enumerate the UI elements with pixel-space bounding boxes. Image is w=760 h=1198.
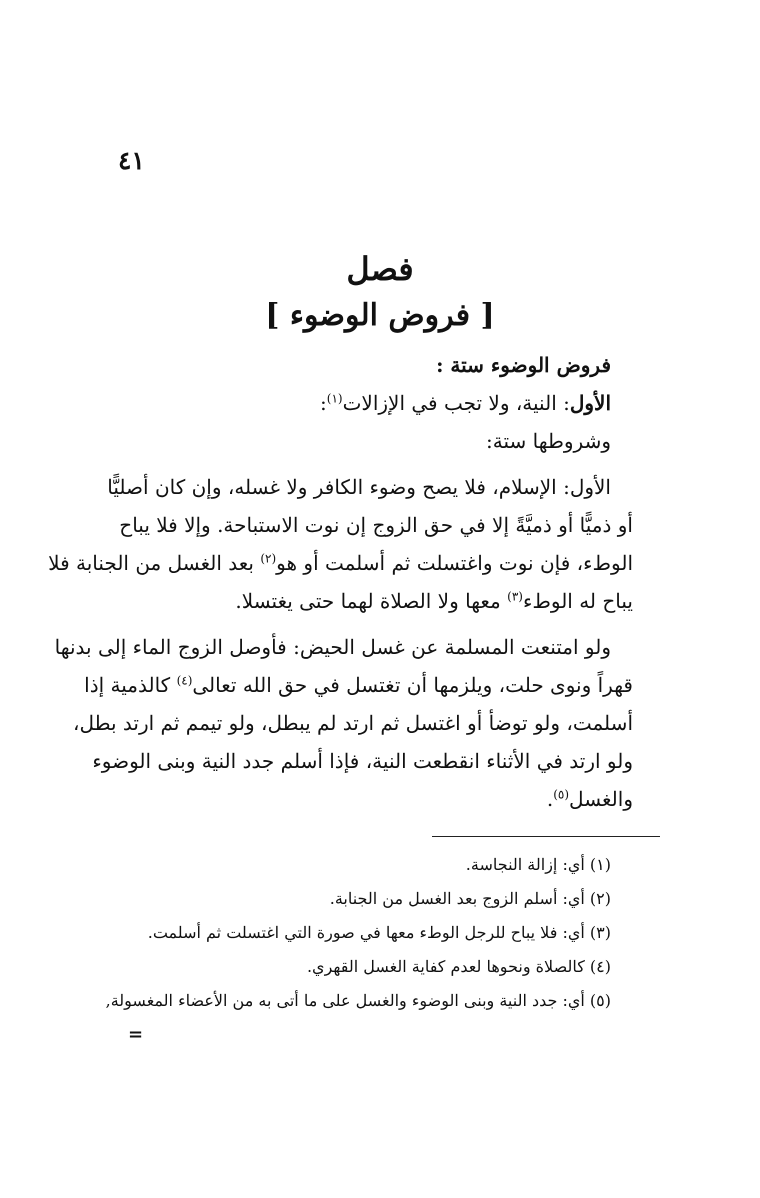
para2-line2-a: قهراً ونوى حلت، ويلزمها أن تغتسل في حق الله تعالى bbox=[192, 673, 633, 697]
para2-line1: ولو امتنعت المسلمة عن غسل الحيض: فأوصل الزوج الماء إلى بدنها bbox=[54, 635, 611, 659]
first-duty bbox=[128, 384, 633, 422]
chapter-title: فصل bbox=[346, 250, 414, 288]
para1-line4-b: معها ولا الصلاة لهما حتى يغتسلا. bbox=[235, 589, 508, 613]
footnote-1: (١) أي: إزالة النجاسة. bbox=[465, 855, 611, 874]
para2-line5-a: والغسل bbox=[569, 787, 633, 811]
duties-intro: فروض الوضوء ستة : bbox=[436, 353, 611, 377]
footnote-ref-5: (٥) bbox=[553, 787, 570, 802]
para2-line2-b: كالذمية إذا bbox=[84, 673, 177, 697]
first-duty-end: : bbox=[320, 391, 327, 415]
para1-line3-a: الوطء، فإن نوت واغتسلت ثم أسلمت أو هو bbox=[276, 551, 633, 575]
footnote-3: (٣) أي: فلا يباح للرجل الوطء معها في صورة التي اغتسلت ثم أسلمت. bbox=[147, 923, 611, 942]
para2-line3: أسلمت، ولو توضأ أو اغتسل ثم ارتد لم يبطل، ولو تيمم ثم ارتد بطل، bbox=[72, 711, 633, 735]
para1-line4 bbox=[128, 582, 633, 620]
para2-line2 bbox=[84, 666, 633, 704]
main-text bbox=[48, 346, 633, 818]
continuation-mark: = bbox=[128, 1024, 144, 1045]
footnote-ref-2: (٢) bbox=[260, 551, 277, 566]
para1-line2: أو ذميًّا أو ذميَّةً إلا في حق الزوج إن نوت الاستباحة. وإلا فلا يباح bbox=[119, 513, 633, 537]
para1-line1: الأول: الإسلام، فلا يصح وضوء الكافر ولا غسله، وإن كان أصليًّا bbox=[107, 475, 611, 499]
para1-line3 bbox=[48, 544, 633, 582]
footnote-2: (٢) أي: أسلم الزوج بعد الغسل من الجنابة. bbox=[329, 889, 611, 908]
conditions-intro: وشروطها ستة: bbox=[486, 429, 611, 453]
first-duty-text: : النية، ولا تجب في الإزالات bbox=[342, 391, 570, 415]
first-duty-label: الأول bbox=[569, 391, 611, 415]
para2-line5 bbox=[128, 780, 633, 818]
footnote-divider bbox=[432, 836, 660, 837]
para1-line3-b: بعد الغسل من الجنابة فلا bbox=[48, 551, 261, 575]
footnotes bbox=[105, 848, 633, 1018]
footnote-4: (٤) كالصلاة ونحوها لعدم كفاية الغسل القهري. bbox=[306, 957, 611, 976]
para2-line4: ولو ارتد في الأثناء انقطعت النية، فإذا أسلم جدد النية وبنى الوضوء bbox=[92, 749, 633, 773]
page-number: ٤١ bbox=[118, 146, 145, 175]
footnote-ref-4: (٤) bbox=[176, 673, 193, 688]
para1-line4-a: يباح له الوطء bbox=[522, 589, 633, 613]
footnote-ref-3: (٣) bbox=[507, 589, 523, 604]
footnote-5: (٥) أي: جدد النية وبنى الوضوء والغسل على ما أتى به من الأعضاء المغسولة, bbox=[105, 991, 611, 1010]
para2-line5-b: . bbox=[546, 787, 554, 811]
footnote-ref-1: (١) bbox=[326, 391, 343, 406]
section-title: [ فروض الوضوء ] bbox=[265, 298, 495, 333]
